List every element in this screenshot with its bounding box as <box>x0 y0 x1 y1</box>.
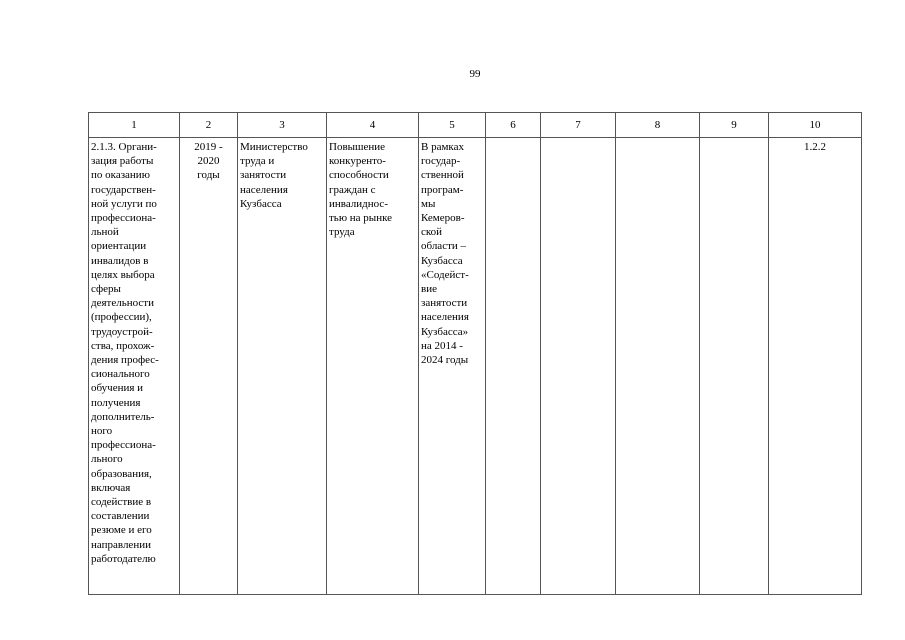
cell-text-line: вие <box>421 283 437 296</box>
cell-text-line: включая <box>91 481 131 494</box>
cell-text-line: обучения и <box>91 382 144 395</box>
cell-text-line: 2.1.3. Органи- <box>91 141 157 153</box>
cell-text-line: ного <box>91 425 113 438</box>
cell-text-line: получения <box>91 396 141 409</box>
cell-text-line: сионального <box>91 368 150 381</box>
header-col-7: 7 <box>541 113 616 138</box>
cell-text-line: профессиона- <box>91 212 156 225</box>
cell-text-line: мы <box>421 197 436 210</box>
cell-text-line: образования, <box>91 467 152 480</box>
cell-text-line: занятости <box>240 169 287 182</box>
header-col-6: 6 <box>486 113 541 138</box>
cell-text-line: целях выбора <box>91 268 155 281</box>
cell-text-line: резюме и его <box>91 524 152 537</box>
cell-text-line: сферы <box>91 283 121 296</box>
cell-text-line: годы <box>197 169 220 182</box>
cell-text-line: инвалидов в <box>91 254 149 267</box>
cell-text-line: 2024 годы <box>421 354 469 367</box>
cell-text-line: на 2014 - <box>421 339 463 352</box>
cell-text-line: Кузбасса <box>240 197 282 210</box>
cell-text-line: ства, прохож- <box>91 339 155 352</box>
cell-text-line: ориентации <box>91 240 147 253</box>
cell-text-line: государ- <box>421 155 461 168</box>
cell-responsible <box>238 138 327 595</box>
cell-text-line: способности <box>329 169 389 182</box>
cell-text-line: области – <box>421 240 467 253</box>
header-col-10: 10 <box>769 113 862 138</box>
cell-text-line: Кемеров- <box>421 212 465 225</box>
cell-text-line: по оказанию <box>91 169 150 182</box>
cell-text-line: занятости <box>421 297 468 310</box>
cell-col-6 <box>486 138 541 595</box>
header-col-3: 3 <box>238 113 327 138</box>
header-col-5: 5 <box>419 113 486 138</box>
header-col-8: 8 <box>616 113 700 138</box>
document-table <box>88 112 862 595</box>
cell-text-line: В рамках <box>421 141 464 153</box>
table-row <box>89 138 862 595</box>
cell-text-line: населения <box>421 311 469 324</box>
cell-activity-description <box>89 138 180 595</box>
cell-text-line: инвалиднос- <box>329 197 388 210</box>
cell-expected-result <box>327 138 419 595</box>
cell-text-line: работодателю <box>91 552 156 565</box>
cell-col-7 <box>541 138 616 595</box>
cell-funding-source <box>419 138 486 595</box>
cell-text-line: профессиона- <box>91 439 156 452</box>
cell-text-line: граждан с <box>329 183 376 196</box>
cell-text-line: льного <box>91 453 123 466</box>
cell-period <box>180 138 238 595</box>
cell-text-line: труда <box>329 226 355 239</box>
cell-text-line: зация работы <box>91 155 154 168</box>
header-row <box>89 113 862 138</box>
cell-text-line: конкуренто- <box>329 155 386 168</box>
header-col-9: 9 <box>700 113 769 138</box>
cell-text-line: ской <box>421 226 443 239</box>
cell-text-line: населения <box>240 183 288 196</box>
page-number: 99 <box>469 68 481 80</box>
header-col-1: 1 <box>89 113 180 138</box>
cell-text-line: програм- <box>421 183 464 196</box>
cell-text-line: ственной <box>421 169 464 182</box>
cell-indicator-ref: 1.2.2 <box>769 138 862 595</box>
cell-text-line: (профессии), <box>91 311 152 324</box>
cell-text-line: 2019 - <box>194 141 223 153</box>
cell-text-line: содействие в <box>91 496 152 509</box>
cell-text-line: дения профес- <box>91 354 159 367</box>
cell-text-line: тью на рынке <box>329 212 393 225</box>
cell-text-line: 2020 <box>197 155 220 168</box>
cell-text-line: дополнитель- <box>91 410 155 423</box>
cell-text-line: трудоустрой- <box>91 325 153 338</box>
cell-text-line: Повышение <box>329 141 386 153</box>
header-col-2: 2 <box>180 113 238 138</box>
cell-text-line: Министерство <box>240 141 308 153</box>
cell-text-line: составлении <box>91 510 150 523</box>
cell-text-line: Кузбасса <box>421 254 463 267</box>
cell-text-line: ной услуги по <box>91 197 157 210</box>
cell-text-line: «Содейст- <box>421 268 469 281</box>
cell-col-8 <box>616 138 700 595</box>
header-col-4: 4 <box>327 113 419 138</box>
cell-text-line: Кузбасса» <box>421 325 469 338</box>
cell-text-line: льной <box>91 226 119 239</box>
cell-text-line: труда и <box>240 155 275 168</box>
cell-text-line: деятельности <box>91 297 154 310</box>
cell-col-9 <box>700 138 769 595</box>
cell-text-line: направлении <box>91 538 151 551</box>
cell-text-line: государствен- <box>91 183 156 196</box>
